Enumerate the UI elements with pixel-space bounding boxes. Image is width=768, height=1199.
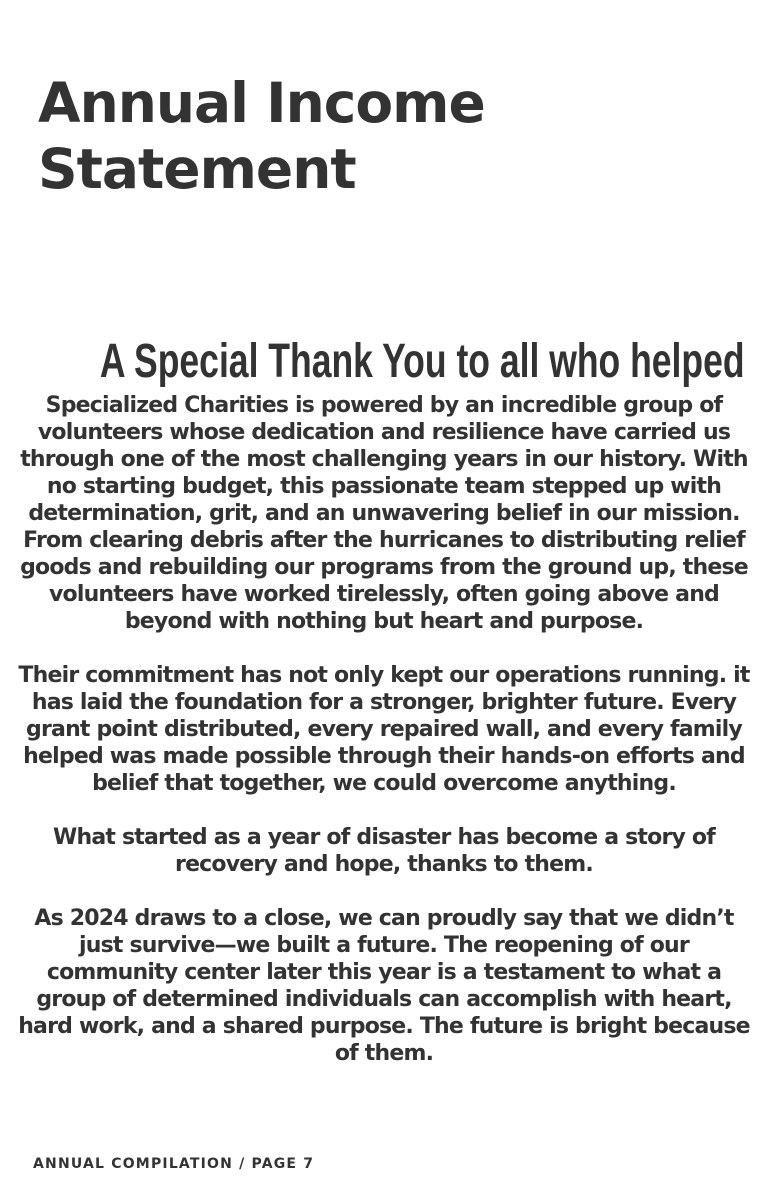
body-text (12, 392, 756, 1094)
page-title-line-2: Statement (38, 137, 356, 201)
paragraph-2: Their commitment has not only kept our operations running. it has laid the foundation for a stronger, brighter future. Every grant point distributed, every repaired wall, and every family helped was made possible through their hands-on efforts and belief that together, we could overcome anything. (18, 663, 750, 796)
page-footer: ANNUAL COMPILATION / PAGE 7 (33, 1156, 315, 1172)
section-heading: A Special Thank You to all who helped (99, 335, 745, 388)
paragraph-1: Specialized Charities is powered by an incredible group of volunteers whose dedication and resilience have carried us through one of the most challenging years in our history. With no starting budget, this passionate team stepped up with determination, grit, and an unwavering belief in our mission. From clearing debris after the hurricanes to distributing relief goods and rebuilding our programs from the ground up, these volunteers have worked tirelessly, often going above and beyond with nothing but heart and purpose. (20, 393, 748, 634)
page-title (38, 70, 485, 202)
page-title-line-1: Annual Income (38, 71, 485, 135)
paragraph-3: What started as a year of disaster has become a story of recovery and hope, thanks to them. (53, 825, 715, 877)
paragraph-4: As 2024 draws to a close, we can proudly say that we didn’t just survive—we built a future. The reopening of our community center later this year is a testament to what a group of determined individuals can accomplish with heart, hard work, and a shared purpose. The future is bright because of them. (18, 906, 750, 1066)
